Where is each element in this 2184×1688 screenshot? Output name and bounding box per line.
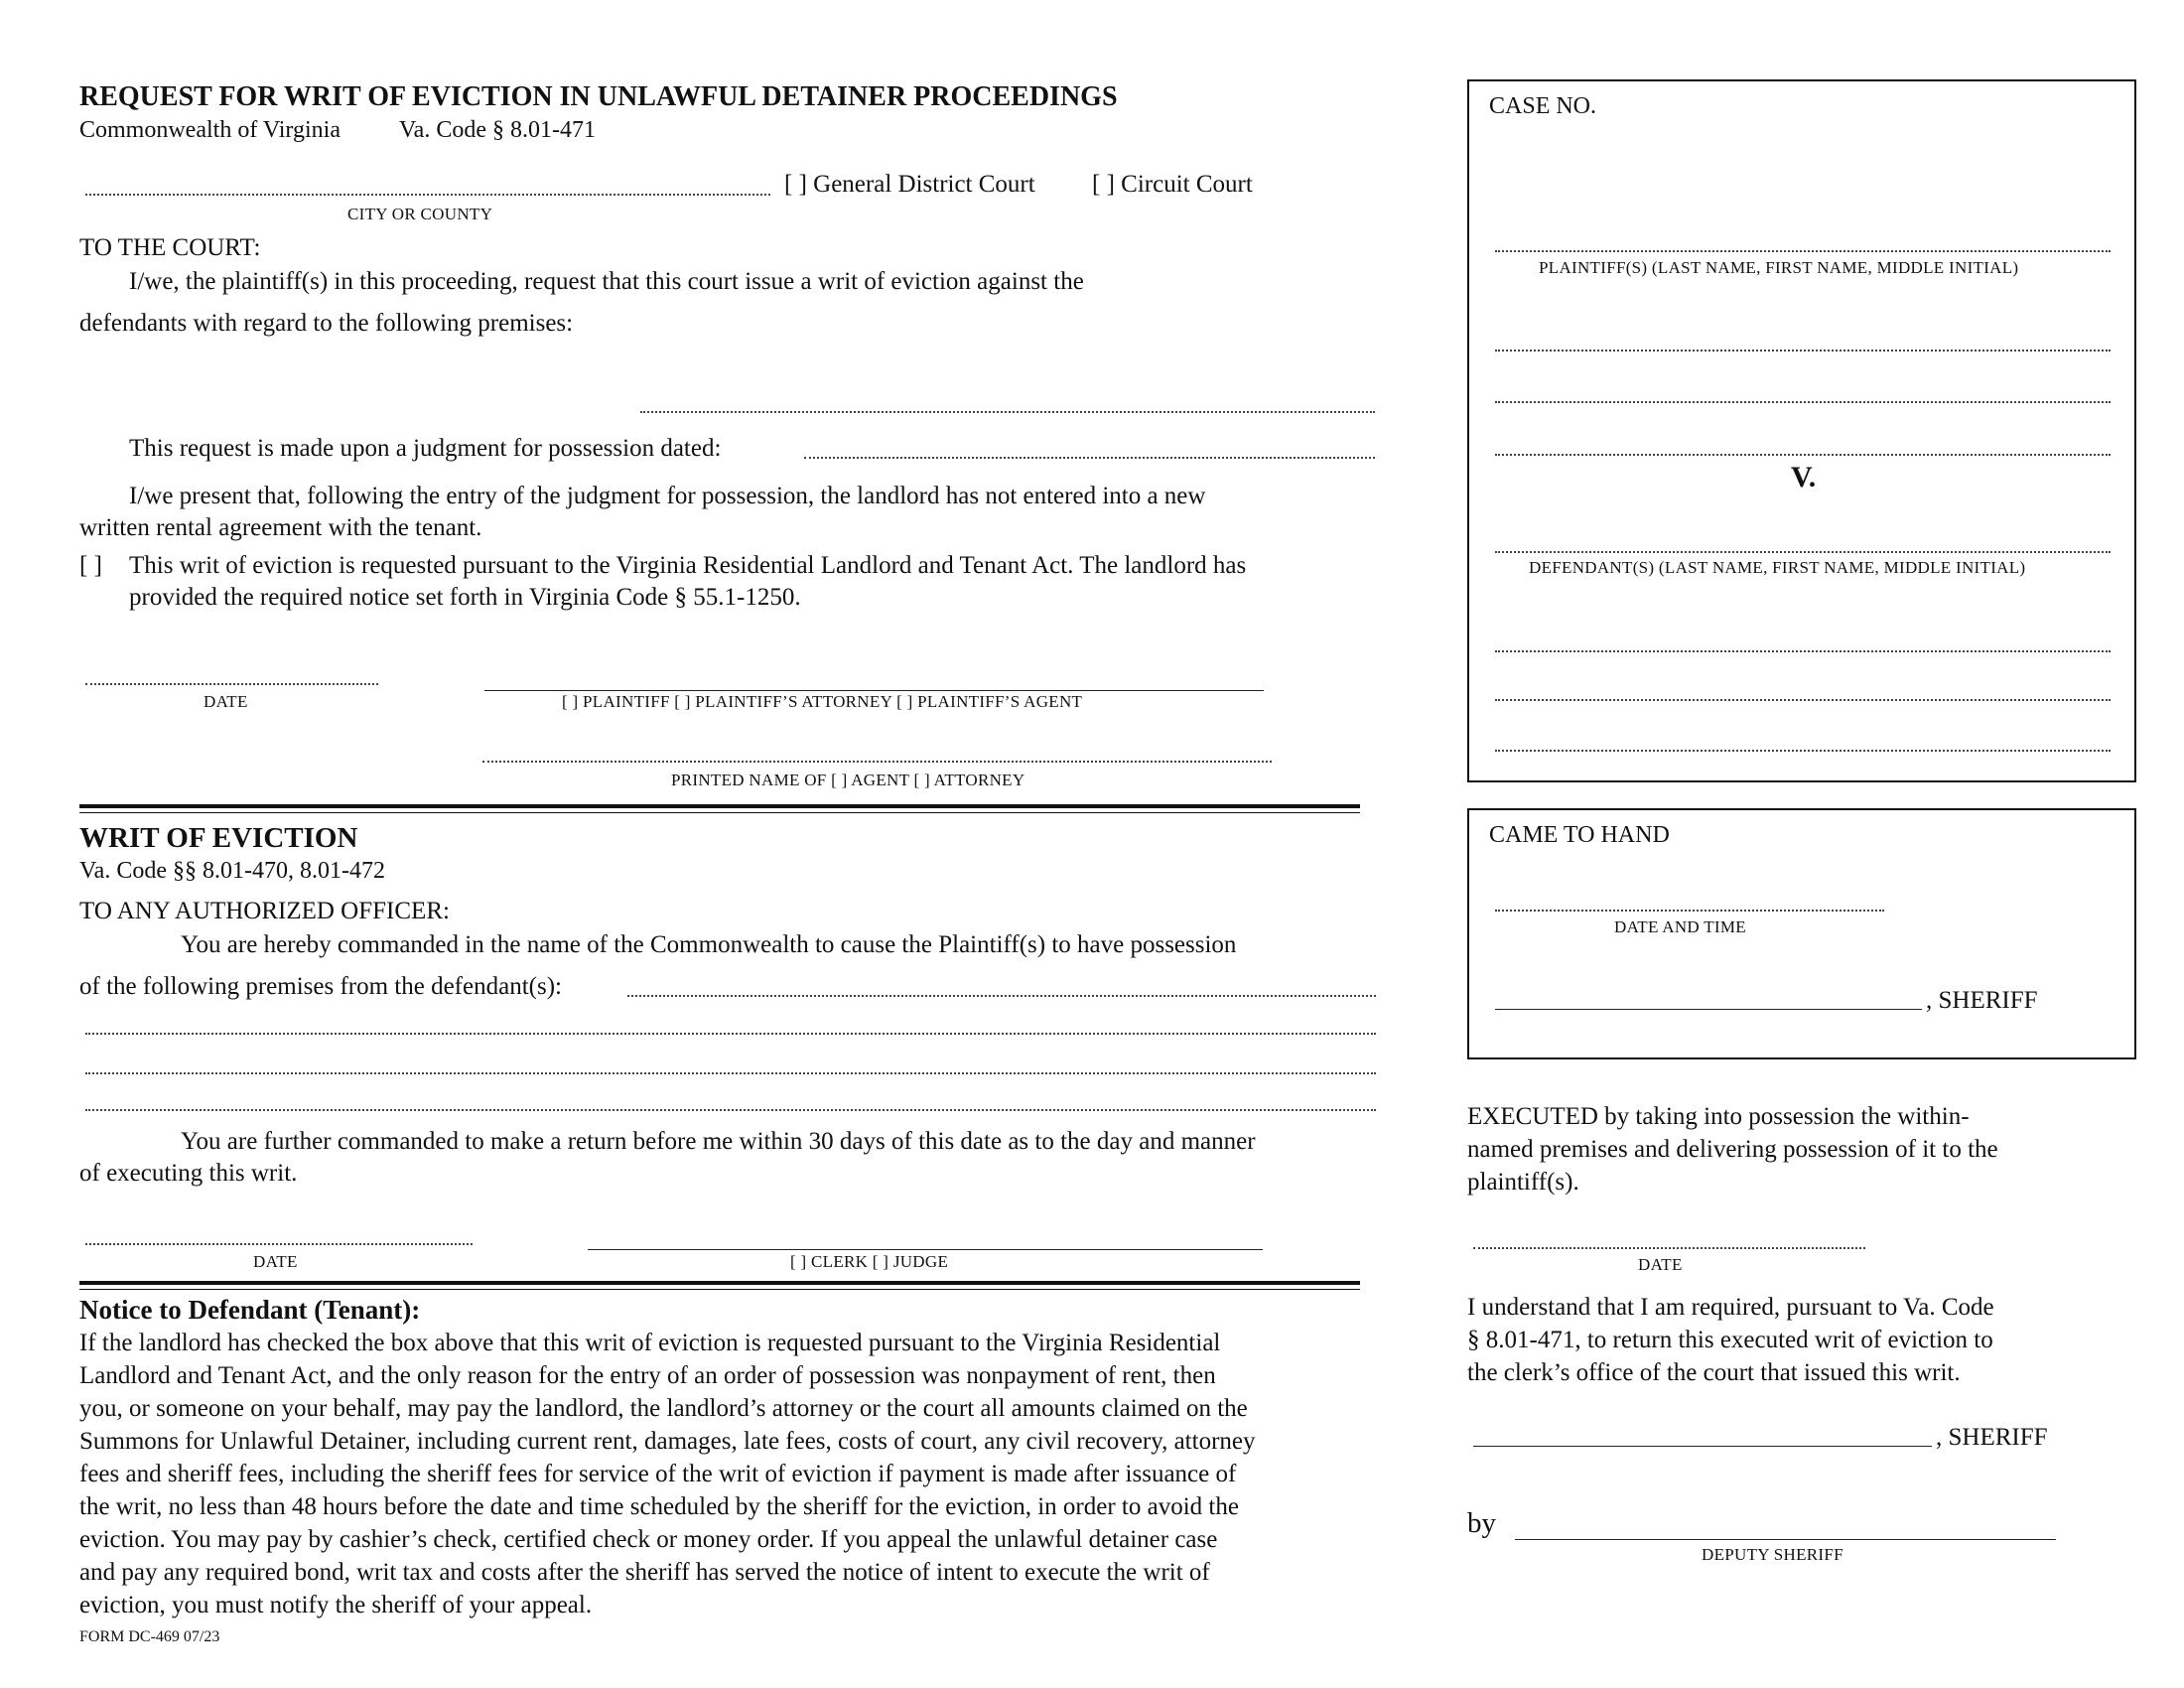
request-date-label: DATE [204, 692, 248, 711]
writ-para1-line1: You are hereby commanded in the name of the Commonwealth to cause the Plaintiff(s) to have possession [181, 931, 1237, 958]
plaintiff-label: PLAINTIFF(S) (LAST NAME, FIRST NAME, MIDDLE INITIAL) [1539, 258, 2019, 277]
came-to-hand-title: CAME TO HAND [1489, 822, 1670, 848]
request-date-field[interactable] [85, 683, 378, 685]
printed-name-label: PRINTED NAME OF [ ] AGENT [ ] ATTORNEY [671, 771, 1025, 789]
notice-line: Landlord and Tenant Act, and the only reason for the entry of an order of possession was nonpayment of rent, then [79, 1362, 1216, 1389]
date-time-label: DATE AND TIME [1614, 917, 1746, 936]
came-to-hand-date-field[interactable] [1495, 910, 1884, 912]
notice-divider [79, 1281, 1360, 1285]
section-divider-thin [79, 812, 1360, 813]
understand-line: the clerk’s office of the court that issued this writ. [1467, 1359, 1961, 1386]
writ-signature-line[interactable] [588, 1249, 1263, 1250]
came-to-hand-sheriff-label: , SHERIFF [1926, 987, 2038, 1014]
writ-signer-label: [ ] CLERK [ ] JUDGE [790, 1252, 949, 1271]
writ-premises-field-3[interactable] [85, 1072, 1376, 1074]
to-officer-heading: TO ANY AUTHORIZED OFFICER: [79, 898, 450, 924]
premises-field[interactable] [640, 411, 1375, 413]
understand-line: § 8.01-471, to return this executed writ of eviction to [1467, 1327, 1993, 1353]
rlta-line2: provided the required notice set forth in Virginia Code § 55.1-1250. [129, 584, 801, 611]
printed-name-field[interactable] [482, 761, 1272, 763]
writ-premises-field-4[interactable] [85, 1109, 1376, 1111]
executed-line: named premises and delivering possession of it to the [1467, 1136, 1998, 1163]
defendant-field-3[interactable] [1495, 699, 2111, 701]
request-code: Va. Code § 8.01-471 [399, 117, 596, 143]
request-title: REQUEST FOR WRIT OF EVICTION IN UNLAWFUL DETAINER PROCEEDINGS [79, 81, 1118, 112]
executed-sheriff-label: , SHERIFF [1936, 1424, 2048, 1451]
executed-text [1467, 1100, 1998, 1198]
plaintiff-field-4[interactable] [1495, 454, 2111, 456]
notice-line: and pay any required bond, writ tax and costs after the sheriff has served the notice of intent to execute the writ of [79, 1559, 1210, 1586]
judgment-date-field[interactable] [804, 457, 1375, 459]
plaintiff-field-2[interactable] [1495, 350, 2111, 352]
understand-line: I understand that I am required, pursuant to Va. Code [1467, 1294, 1994, 1321]
writ-premises-field-2[interactable] [85, 1033, 1376, 1035]
notice-line: eviction, you must notify the sheriff of your appeal. [79, 1592, 593, 1618]
request-signature-line[interactable] [484, 690, 1264, 691]
defendant-field-1[interactable] [1495, 551, 2111, 553]
request-para1-line2: defendants with regard to the following premises: [79, 310, 574, 337]
executed-line: EXECUTED by taking into possession the within- [1467, 1103, 1970, 1130]
case-no-label: CASE NO. [1489, 93, 1597, 119]
notice-line: If the landlord has checked the box above that this writ of eviction is requested pursuant to the Virginia Residential [79, 1330, 1221, 1356]
deputy-sheriff-label: DEPUTY SHERIFF [1702, 1545, 1843, 1564]
versus-label: V. [1791, 461, 1817, 493]
request-para2-line2: written rental agreement with the tenant. [79, 514, 482, 541]
general-district-court-checkbox[interactable]: [ ] General District Court [784, 171, 1035, 198]
notice-line: you, or someone on your behalf, may pay the landlord, the landlord’s attorney or the court all amounts claimed on the [79, 1395, 1248, 1422]
writ-para2-line1: You are further commanded to make a return before me within 30 days of this date as to the day and manner [181, 1128, 1256, 1155]
notice-line: fees and sheriff fees, including the sheriff fees for service of the writ of eviction if payment is made after issuance of [79, 1461, 1237, 1487]
notice-line: the writ, no less than 48 hours before the date and time scheduled by the sheriff for the eviction, in order to avoid the [79, 1493, 1239, 1520]
writ-premises-field-1[interactable] [627, 995, 1376, 997]
by-label: by [1467, 1507, 1496, 1539]
notice-title: Notice to Defendant (Tenant): [79, 1295, 421, 1325]
writ-code: Va. Code §§ 8.01-470, 8.01-472 [79, 858, 385, 884]
writ-para1-line2: of the following premises from the defendant(s): [79, 973, 562, 1000]
writ-date-label: DATE [253, 1252, 298, 1271]
defendant-label: DEFENDANT(S) (LAST NAME, FIRST NAME, MIDDLE INITIAL) [1529, 558, 2026, 577]
plaintiff-field-3[interactable] [1495, 401, 2111, 403]
circuit-court-checkbox[interactable]: [ ] Circuit Court [1092, 171, 1253, 198]
executed-date-field[interactable] [1473, 1247, 1865, 1249]
notice-line: eviction. You may pay by cashier’s check, certified check or money order. If you appeal the unlawful detainer case [79, 1526, 1218, 1553]
executed-date-label: DATE [1638, 1255, 1683, 1274]
defendant-field-2[interactable] [1495, 650, 2111, 652]
city-county-label: CITY OR COUNTY [347, 205, 493, 223]
case-box [1467, 79, 2136, 782]
notice-body [79, 1327, 1256, 1621]
notice-divider-thin [79, 1289, 1360, 1290]
plaintiff-field-1[interactable] [1495, 250, 2111, 252]
to-court-heading: TO THE COURT: [79, 234, 261, 261]
city-county-field[interactable] [85, 194, 770, 196]
defendant-field-4[interactable] [1495, 750, 2111, 752]
notice-line: Summons for Unlawful Detainer, including current rent, damages, late fees, costs of court, any civil recovery, attorney [79, 1428, 1256, 1455]
came-to-hand-box [1467, 808, 2136, 1059]
writ-title: WRIT OF EVICTION [79, 822, 358, 854]
rlta-checkbox[interactable]: [ ] [79, 552, 102, 579]
request-signer-label: [ ] PLAINTIFF [ ] PLAINTIFF’S ATTORNEY [ ] PLAINTIFF’S AGENT [562, 692, 1083, 711]
request-para1-line1: I/we, the plaintiff(s) in this proceeding, request that this court issue a writ of eviction against the [129, 268, 1084, 295]
writ-date-field[interactable] [85, 1243, 473, 1245]
request-para2-line1: I/we present that, following the entry of the judgment for possession, the landlord has not entered into a new [129, 483, 1206, 509]
came-to-hand-sheriff-line[interactable] [1495, 1009, 1922, 1010]
deputy-sheriff-line[interactable] [1515, 1539, 2056, 1540]
form-id: FORM DC-469 07/23 [79, 1628, 220, 1645]
executed-line: plaintiff(s). [1467, 1169, 1579, 1196]
section-divider [79, 804, 1360, 808]
understand-text [1467, 1291, 1994, 1389]
jurisdiction: Commonwealth of Virginia [79, 117, 341, 143]
executed-sheriff-line[interactable] [1473, 1446, 1932, 1447]
writ-para2-line2: of executing this writ. [79, 1160, 298, 1187]
judgment-text: This request is made upon a judgment for possession dated: [129, 435, 722, 462]
rlta-line1: This writ of eviction is requested pursuant to the Virginia Residential Landlord and Tenant Act. The landlord has [129, 552, 1247, 579]
